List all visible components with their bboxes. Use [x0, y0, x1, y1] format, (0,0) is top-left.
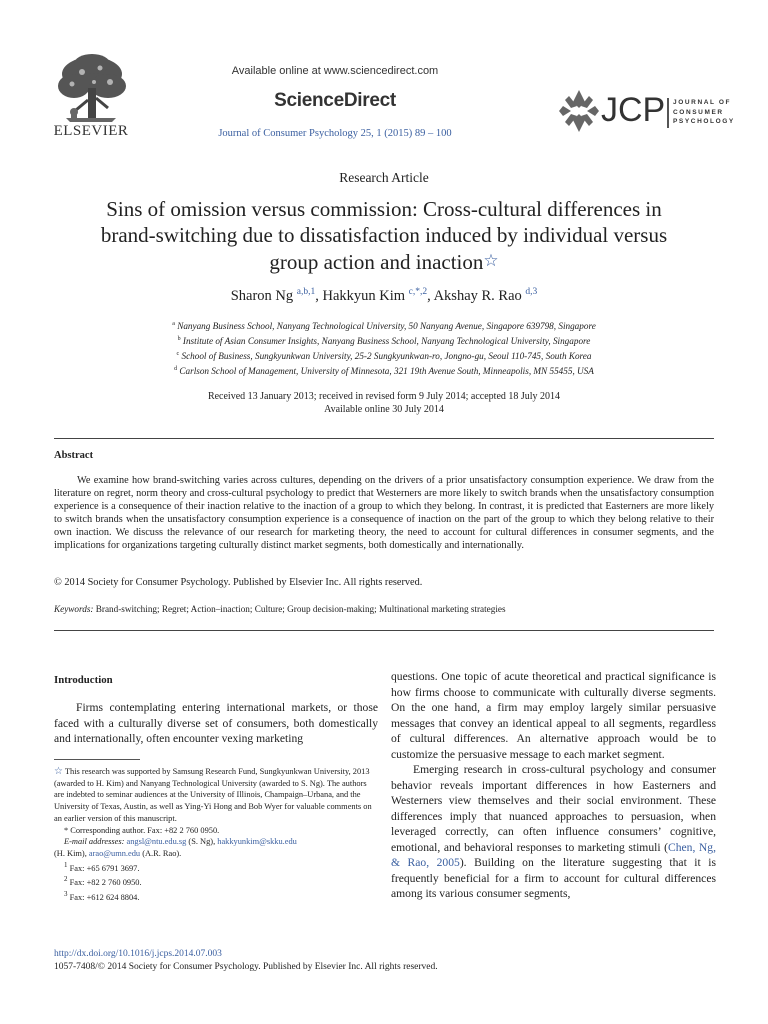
elsevier-wordmark: ELSEVIER — [53, 123, 129, 139]
affiliation-item: $^b$ Institute of Asian Consumer Insights, Nanyang Business School, Nanyang Technological University, Singapore — [177, 336, 591, 347]
doi-link[interactable]: http://dx.doi.org/10.1016/j.jcps.2014.07.003 — [54, 949, 222, 959]
fax-footnote: $^2$ Fax: +82 2 760 0950. — [64, 875, 142, 887]
author-affiliation-marks[interactable]: d,3 — [525, 287, 538, 297]
available-online-text: Available online at www.sciencedirect.com — [231, 65, 439, 77]
jcp-diamond-mark-icon — [557, 88, 601, 134]
jcp-journal-logo — [555, 88, 735, 136]
funding-star-icon[interactable]: ☆ — [483, 251, 499, 270]
body-paragraph: questions. One topic of acute theoretical and practical significance is how firms choose to communicate with culturally diverse segments. On the one hand, a firm may employ largely similar persuasive messages that convey an identical appeal to all segments, regardless of cultural differences. An alternative approach would be to customize the persuasive message to each market segment. — [391, 670, 716, 761]
email-link[interactable]: arao@umn.edu — [88, 848, 141, 858]
affiliation-item: $^c$ School of Business, Sungkyunkwan University, 25-2 Sungkyunkwan-ro, Jongno-gu, Seoul 110-745, South Korea — [176, 351, 592, 362]
author-affiliation-marks[interactable]: c,*,2 — [408, 287, 428, 297]
author-name: Sharon Ng — [230, 287, 294, 304]
email-footnote: E-mail addresses: angsl@ntu.edu.sg (S. Ng), hakkyunkim@skku.edu — [64, 837, 297, 847]
email-link[interactable]: angsl@ntu.edu.sg — [126, 837, 187, 847]
email-footnote-cont: (H. Kim), arao@umn.edu (A.R. Rao). — [54, 848, 182, 858]
body-paragraph: Emerging research in cross-cultural psychology and consumer behavior reveals important differences in how Easterners and Westerners view themselves and their social environment. These differences imply that nuanced approaches to persuasion, when leveraged correctly, can often influence consumers’ cognitive, emotional, and behavioral responses to marketing stimuli (Chen, Ng, & Rao, 2005). Building on the literature suggesting that it is frequently beneficial for a firm to account for cultural differences among its various consumer segments, — [391, 763, 716, 900]
article-title: Sins of omission versus commission: Cross-cultural differences in brand-switching due to dissatisfaction induced by individual versus group action and inaction☆ — [100, 197, 668, 274]
author-name: Akshay R. Rao — [433, 287, 522, 304]
author-name: Hakkyun Kim — [322, 287, 406, 304]
issn-copyright: 1057-7408/© 2014 Society for Consumer Psychology. Published by Elsevier Inc. All rights reserved. — [54, 962, 438, 972]
footnote-rule — [54, 759, 140, 760]
abstract-copyright: © 2014 Society for Consumer Psychology. Published by Elsevier Inc. All rights reserved. — [54, 577, 423, 588]
abstract-bottom-rule — [54, 630, 714, 631]
right-column-text — [391, 669, 716, 902]
abstract-text: We examine how brand-switching varies across cultures, depending on the drivers of a prior unsatisfactory consumption experience. We draw from the literature on regret, norm theory and cross-cultural psychology to predict that Westerners are more likely to switch brands when the unsatisfactory consumption experience is a consequence of their inaction relative to the inaction of a group to which they belong. In contrast, it is predicted that Easterners are more likely to switch brands when the unsatisfactory consumption experience is a consequence of inaction on the part of the group to which they belong relative to their own inaction. We discuss the relevance of our research for marketing theory, the need to account for cultural differences in consumer segments, and the implications for organizations targeting culturally distinct market segments, both domestically and internationally. — [54, 475, 714, 552]
citation-link[interactable]: Chen, Ng, & Rao, 2005 — [391, 840, 716, 869]
email-link[interactable]: hakkyunkim@skku.edu — [217, 837, 297, 847]
affiliation-item: $^d$ Carlson School of Management, University of Minnesota, 321 19th Avenue South, Minneapolis, MN 55455, USA — [174, 366, 594, 377]
abstract-heading: Abstract — [54, 450, 94, 461]
jcp-journal-name: JOURNAL OF CONSUMER PSYCHOLOGY — [673, 99, 735, 125]
article-type-label: Research Article — [339, 170, 429, 185]
sciencedirect-logo-text[interactable]: ScienceDirect — [274, 90, 396, 111]
keywords: Keywords: Brand-switching; Regret; Action–inaction; Culture; Group decision-making; Multinational marketing strategies — [54, 604, 506, 614]
jcp-divider — [667, 98, 669, 128]
abstract-top-rule — [54, 438, 714, 439]
affiliations — [100, 318, 668, 378]
journal-reference-link[interactable]: Journal of Consumer Psychology 25, 1 (2015) 89 – 100 — [218, 128, 452, 139]
author-list: Sharon Ng $^{a,b,1}$, Hakkyun Kim $^{c,*,2}$, Akshay R. Rao $^{d,3}$ — [230, 287, 538, 304]
section-heading-introduction: Introduction — [54, 674, 113, 686]
author-affiliation-marks[interactable]: a,b,1 — [296, 287, 316, 297]
fax-footnote: $^1$ Fax: +65 6791 3697. — [64, 860, 140, 873]
jcp-abbrev: JCP — [601, 91, 666, 129]
affiliation-item: $^a$ Nanyang Business School, Nanyang Technological University, 50 Nanyang Avenue, Singapore 639798, Singapore — [172, 321, 596, 332]
funding-footnote: ☆ This research was supported by Samsung Research Fund, Sungkyunkwan University, 2013 (awarded to H. Kim) and Nanyang Technological University (awarded to S. Ng). The authors are indebted to seminar audiences at the University of Illinois, Champaign–Urbana, and the University of Texas, Austin, as well as Ying-Yi Hong and Bob Wyer for valuable comments on an earlier version of this manuscript. — [54, 766, 372, 823]
fax-footnote: $^3$ Fax: +612 624 8804. — [64, 889, 140, 902]
corresponding-author-note: * Corresponding author. Fax: +82 2 760 0950. — [64, 825, 220, 835]
footnotes — [54, 766, 378, 903]
intro-paragraph: Firms contemplating entering international markets, or those faced with a culturally diverse set of consumers, both domestically and internationally, often encounter vexing marketing — [54, 701, 378, 745]
article-dates: Received 13 January 2013; received in revised form 9 July 2014; accepted 18 July 2014 Available online 30 July 2014 — [207, 391, 561, 415]
